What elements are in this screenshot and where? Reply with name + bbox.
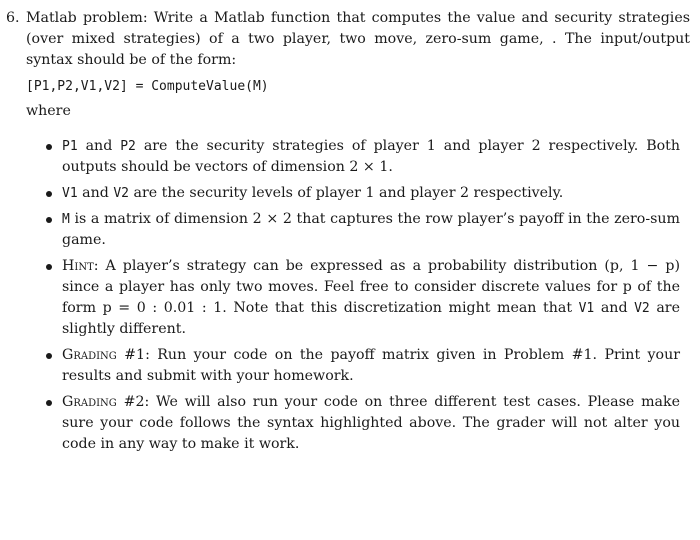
problem-6 [6,8,690,460]
bullet-icon [46,144,52,150]
problem-intro-text: Matlab problem: Write a Matlab function that computes the value and security strategies (over mixed strategies) of a two player, two move, zero-sum game, . The input/output syntax should be of the form: [26,10,690,68]
grading-2-label: Grading #2: [62,394,150,410]
grading-1-label: Grading #1: [62,347,150,363]
bullet-text: and [594,300,635,316]
bullet-icon [46,191,52,197]
bullet-icon [46,264,52,270]
code-v1: V1 [62,186,78,201]
code-v1: V1 [578,301,595,316]
code-m: M [62,212,70,227]
bullet-text: are the security levels of player 1 and player 2 respectively. [129,185,564,201]
list-item [48,345,680,387]
code-p1: P1 [62,139,78,154]
code-v2: V2 [634,301,650,316]
list-item [48,392,680,455]
syntax-code: [P1,P2,V1,V2] = ComputeValue(M) [26,79,269,94]
list-item [48,136,680,178]
code-p2: P2 [120,139,136,154]
where-label: where [26,103,71,119]
hint-label: Hint: [62,258,99,274]
bullet-text: We will also run your code on three different test cases. Please make sure your code follows the syntax highlighted above. The grader will not alter you code in any way to make it work. [62,394,680,452]
bullet-list [6,136,690,455]
list-item [48,209,680,251]
problem-number: 6. [6,10,20,26]
code-v2: V2 [113,186,130,201]
bullet-text: are slightly different. [62,300,680,337]
bullet-icon [46,353,52,359]
bullet-text: and [77,185,114,201]
bullet-text: is a matrix of dimension 2 × 2 that captures the row player’s payoff in the zero-sum game. [62,211,680,248]
bullet-text: A player’s strategy can be expressed as a probability distribution (p, 1 − p) since a player has only two moves. Feel free to consider discrete values for p of the form p = 0 : 0.01 : 1. Note that this discretization might mean that [62,258,680,316]
list-item [48,256,680,340]
bullet-text: and [77,138,121,154]
list-item [48,183,680,204]
bullet-icon [46,400,52,406]
bullet-text: are the security strategies of player 1 and player 2 respectively. Both outputs should be vectors of dimension 2 × 1. [62,138,681,175]
bullet-icon [46,217,52,223]
bullet-text: Run your code on the payoff matrix given in Problem #1. Print your results and submit with your homework. [62,347,680,384]
problem-intro [6,8,690,71]
